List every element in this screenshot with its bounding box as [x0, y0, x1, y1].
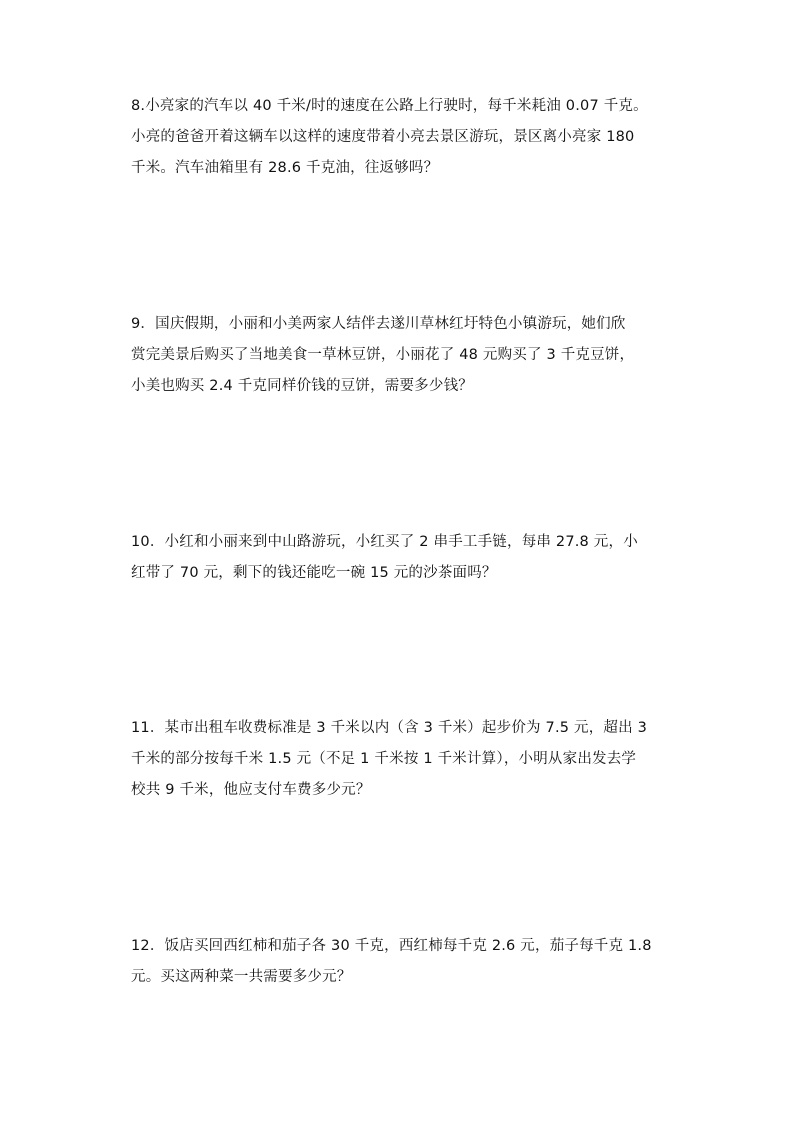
problem-11-line-2: 千米的部分按每千米 1.5 元（不足 1 千米按 1 千米计算），小明从家出发去学: [131, 751, 637, 767]
problem-8: [131, 91, 676, 184]
problem-9-line-2: 赏完美景后购买了当地美食一草林豆饼，小丽花了 48 元购买了 3 千克豆饼，: [131, 347, 635, 363]
problem-10-line-1: 10．小红和小丽来到中山路游玩，小红买了 2 串手工手链，每串 27.8 元，小: [131, 534, 638, 550]
problem-11: [131, 713, 676, 806]
problem-12: [131, 931, 676, 993]
problem-11-line-1: 11．某市出租车收费标准是 3 千米以内（含 3 千米）起步价为 7.5 元，超出 3: [131, 720, 648, 736]
problem-12-line-2: 元。买这两种菜一共需要多少元？: [131, 969, 352, 985]
problem-9-line-1: 9．国庆假期，小丽和小美两家人结伴去遂川草林红圩特色小镇游玩，她们欣: [131, 316, 626, 332]
problem-11-line-3: 校共 9 千米，他应支付车费多少元？: [131, 782, 371, 798]
problem-8-line-1: 8.小亮家的汽车以 40 千米/时的速度在公路上行驶时，每千米耗油 0.07 千克。: [131, 98, 648, 114]
problem-12-line-1: 12．饭店买回西红柿和茄子各 30 千克，西红柿每千克 2.6 元，茄子每千克 1.8: [131, 938, 652, 954]
problem-10: [131, 527, 676, 589]
problem-9: [131, 309, 676, 402]
problem-8-line-2: 小亮的爸爸开着这辆车以这样的速度带着小亮去景区游玩，景区离小亮家 180: [131, 129, 635, 145]
problem-8-line-3: 千米。汽车油箱里有 28.6 千克油，往返够吗？: [131, 160, 439, 176]
problem-9-line-3: 小美也购买 2.4 千克同样价钱的豆饼，需要多少钱？: [131, 378, 473, 394]
problem-10-line-2: 红带了 70 元，剩下的钱还能吃一碗 15 元的沙茶面吗？: [131, 565, 497, 581]
